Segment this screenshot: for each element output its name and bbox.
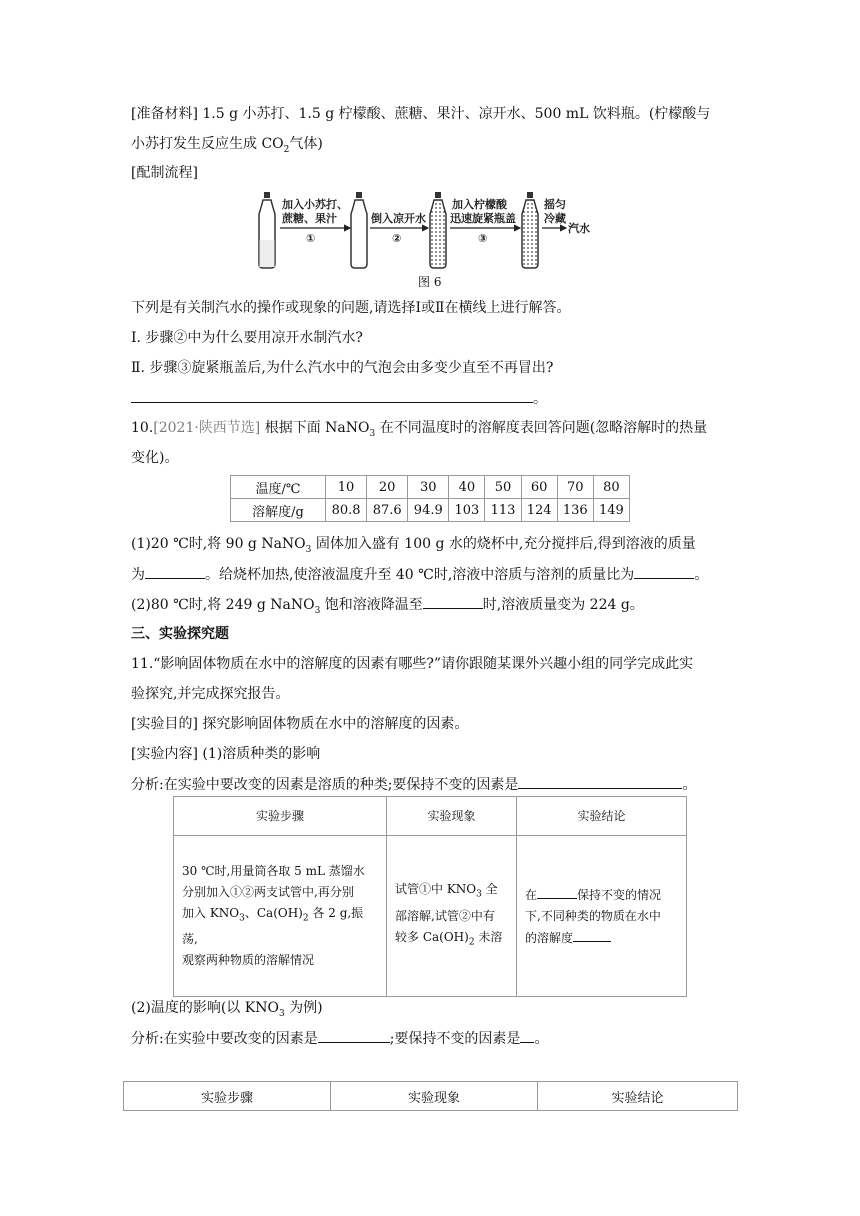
q11-purpose: [实验目的] 探究影响固体物质在水中的溶解度的因素。: [131, 716, 469, 732]
table-header: 实验步骤: [174, 797, 387, 836]
table-header: 实验结论: [538, 1082, 738, 1111]
q10-part-1: (1)20 ℃时,将 90 g NaNO$_3$ 固体加入盛有 100 g 水的烧杯中,充分搅拌后,得到溶液的质量: [131, 536, 696, 555]
flow-step1-num: ①: [306, 232, 316, 245]
answer-blank[interactable]: [634, 564, 694, 579]
table-cell: 60: [521, 476, 557, 499]
q10-part-2: (2)80 ℃时,将 249 g NaNO$_3$ 饱和溶液降温至 时,溶液质量变为 224 g。: [131, 594, 644, 621]
q11-temp-heading: (2)温度的影响(以 $KNO_3$ 为例): [131, 1000, 323, 1019]
table-row: [174, 797, 687, 836]
answer-blank[interactable]: [537, 884, 577, 899]
experiment-steps: 30 ℃时,用量筒各取 5 mL 蒸馏水 分别加入①②两支试管中,再分别 加入 $KNO_3$、$Ca(OH)_2$ 各 2 g,振荡, 观察两种物质的溶解情况: [174, 836, 387, 997]
experiment-phenomenon: 试管①中 $KNO_3$ 全 部溶解,试管②中有 较多 $Ca(OH)_2$ 未溶: [387, 836, 517, 997]
section-heading: 三、实验探究题: [131, 626, 229, 642]
table-cell: 149: [593, 499, 629, 522]
q11-line-1: 11.“影响固体物质在水中的溶解度的因素有哪些?”请你跟随某课外兴趣小组的同学完成此实: [131, 656, 694, 672]
table-cell: 136: [557, 499, 593, 522]
answer-blank[interactable]: [573, 927, 611, 942]
table-cell: 80: [593, 476, 629, 499]
bottle-icon: [351, 192, 367, 268]
table-cell: 113: [485, 499, 521, 522]
flow-step4-top: 摇匀: [544, 198, 566, 211]
experiment-conclusion: 在 保持不变的情况 下,不同种类的物质在水中 的溶解度: [517, 836, 687, 997]
q10-line-1: 10.[2021·陕西节选] 根据下面 NaNO$_3$ 在不同温度时的溶解度表回答问题(忽略溶解时的热量: [131, 420, 708, 439]
flow-step2-num: ②: [392, 232, 402, 245]
answer-blank[interactable]: [520, 1028, 534, 1043]
experiment-table: [173, 796, 687, 997]
table-cell: 30: [408, 476, 449, 499]
table-header: 实验结论: [517, 797, 687, 836]
flow-step3-top: 加入柠檬酸: [452, 198, 507, 211]
q10-line-2: 变化)。: [131, 450, 179, 466]
table-cell: 70: [557, 476, 593, 499]
answer-blank[interactable]: [518, 774, 682, 789]
q11-analysis-2: 分析:在实验中要改变的因素是 ;要保持不变的因素是 。: [131, 1028, 548, 1049]
flow-step2-label: 倒入凉开水: [371, 212, 426, 225]
table-label: 温度/℃: [231, 476, 326, 499]
q9-answer-line: 。: [131, 388, 547, 409]
figure-caption: 图 6: [418, 275, 442, 289]
table-cell: 20: [367, 476, 408, 499]
table-row: [124, 1082, 738, 1111]
q11-line-2: 验探究,并完成探究报告。: [131, 686, 290, 702]
table-cell: 40: [449, 476, 485, 499]
table-header: 实验步骤: [124, 1082, 331, 1111]
q11-content: [实验内容] (1)溶质种类的影响: [131, 746, 321, 762]
flow-step3-bottom: 迅速旋紧瓶盖: [450, 212, 516, 225]
q9-intro: 下列是有关制汽水的操作或现象的问题,请选择Ⅰ或Ⅱ在横线上进行解答。: [131, 300, 571, 316]
q9-option-1: Ⅰ. 步骤②中为什么要用凉开水制汽水?: [131, 330, 363, 346]
flow-step4-bottom: 冷藏: [544, 212, 566, 225]
table-header: 实验现象: [387, 797, 517, 836]
process-heading: [配制流程]: [131, 165, 198, 181]
table-row: [231, 499, 630, 522]
table-cell: 50: [485, 476, 521, 499]
experiment-table-2: [123, 1081, 738, 1111]
q11-analysis-1: 分析:在实验中要改变的因素是溶质的种类;要保持不变的因素是 。: [131, 774, 696, 795]
flow-step3-num: ③: [478, 232, 488, 245]
table-label: 溶解度/g: [231, 499, 326, 522]
table-row: [231, 476, 630, 499]
table-row: [174, 836, 687, 997]
answer-blank[interactable]: [131, 388, 533, 403]
answer-blank[interactable]: [318, 1028, 390, 1043]
soda-process-diagram: [258, 190, 598, 270]
q10-source: [2021·陕西节选]: [153, 420, 261, 436]
table-cell: 94.9: [408, 499, 449, 522]
table-cell: 87.6: [367, 499, 408, 522]
answer-blank[interactable]: [145, 564, 205, 579]
bottle-fizzy-icon: [522, 192, 538, 268]
table-header: 实验现象: [331, 1082, 538, 1111]
table-cell: 103: [449, 499, 485, 522]
flow-step1-bottom: 蔗糖、果汁: [282, 212, 337, 225]
table-cell: 124: [521, 499, 557, 522]
solubility-table: [230, 475, 630, 522]
q9-option-2: Ⅱ. 步骤③旋紧瓶盖后,为什么汽水中的气泡会由多变少直至不再冒出?: [131, 360, 554, 376]
answer-blank[interactable]: [423, 594, 483, 609]
bottle-icon: [259, 192, 275, 268]
bottle-fizzy-icon: [430, 192, 446, 268]
materials-line-2: 小苏打发生反应生成 $CO_2$气体): [131, 136, 323, 155]
table-cell: 80.8: [326, 499, 367, 522]
materials-line-1: [准备材料] 1.5 g 小苏打、1.5 g 柠檬酸、蔗糖、果汁、凉开水、500 mL 饮料瓶。(柠檬酸与: [131, 106, 711, 122]
table-cell: 10: [326, 476, 367, 499]
flow-step1-top: 加入小苏打、: [282, 198, 348, 211]
q10-part-1-cont: 为 。给烧杯加热,使溶液温度升至 40 ℃时,溶液中溶质与溶剂的质量比为 。: [131, 564, 708, 585]
flow-result: 汽水: [568, 222, 590, 235]
